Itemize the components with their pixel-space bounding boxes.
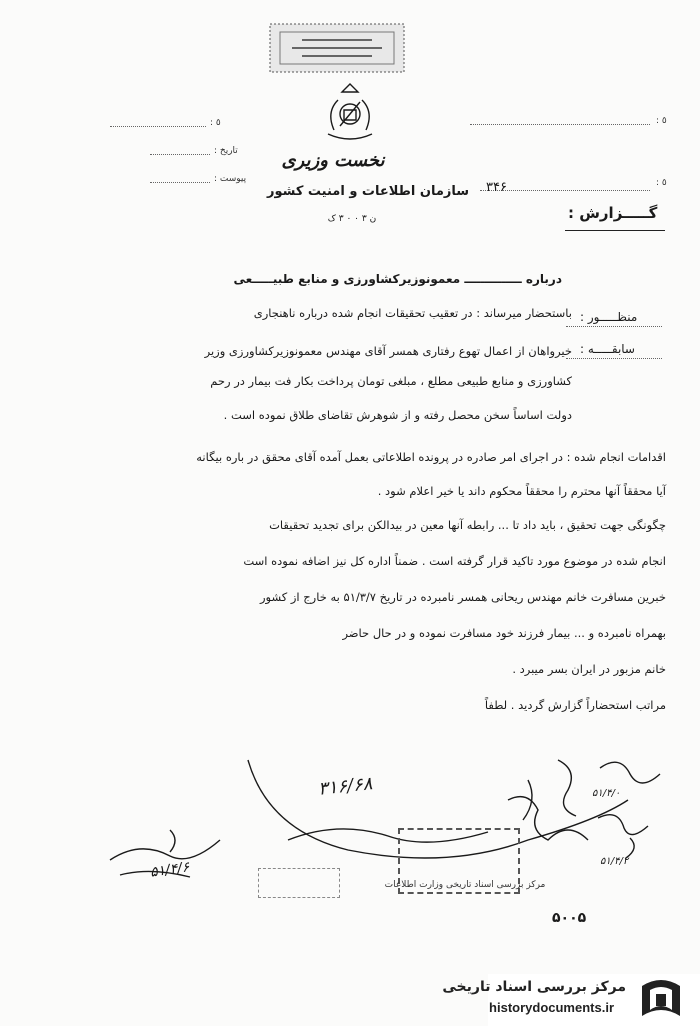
left-field-1-dots	[110, 126, 206, 127]
body-line-3: کشاورزی و منابع طبیعی مطلع ، مبلغی تومان پرداخت بکار فت بیمار در رحم	[210, 374, 572, 388]
footer-logo-url[interactable]: historydocuments.ir	[489, 1000, 614, 1015]
handwritten-number: ۳۱۶/۶۸	[317, 773, 374, 800]
right-field-label: : ٥	[656, 116, 667, 126]
lion-sun-emblem-icon	[318, 82, 382, 144]
letter-number: ۳۴۶	[486, 180, 507, 195]
organization-subtitle: ن ۳ ۰ ۰ ۳ ک	[327, 214, 377, 224]
right-note-date-2: ۵۱/۴/۲	[600, 856, 629, 867]
archive-logo-icon	[636, 976, 686, 1022]
subject-label: گـــــزارش :	[568, 204, 658, 222]
date-label: تاریخ :	[214, 146, 238, 156]
left-field-1-label: : ٥	[210, 118, 221, 128]
attachment-label: پیوست :	[214, 174, 247, 184]
body-line-6: آیا محققاً آنها محترم را محققاً محکوم داند یا خیر اعلام شود .	[377, 484, 666, 498]
right-margin-handwriting	[590, 748, 670, 868]
subject-underline	[565, 230, 665, 231]
archive-stamp-text: مرکز بررسی اسناد تاریخی وزارت اطلاعات	[384, 880, 546, 890]
minister-title: نخست وزیری	[281, 150, 385, 171]
body-line-1: باستحضار میرساند : در تعقیب تحقیقات انجام شده درباره ناهنجاری	[253, 306, 572, 320]
body-line-12: مراتب استحضاراً گزارش گردید . لطفاً	[484, 698, 666, 712]
header-seal	[262, 18, 412, 78]
body-line-9: خبرین مسافرت خانم مهندس ریحانی همسر نامبرده در تاریخ ۵۱/۳/۷ به خارج از کشور	[259, 590, 666, 604]
recipient-line: درباره ــــــــــــــ معمونوزیرکشاورزی و منابع طبیـــــعی	[233, 272, 562, 286]
body-line-2: خیرواهان از اعمال تهوع رفتاری همسر آقای مهندس معمونوزیرکشاورزی وزیر	[204, 344, 572, 358]
body-line-11: خانم مزبور در ایران بسر میبرد .	[512, 662, 666, 676]
archive-stamp-number: ۵۰۰۵	[552, 910, 587, 926]
body-line-5: اقدامات انجام شده : در اجرای امر صادره در پرونده اطلاعاتی بعمل آمده آقای محقق در باره بیگانه	[196, 450, 666, 464]
footer-logo-title: مرکز بررسی اسناد تاریخی	[442, 979, 626, 995]
left-stamp-fragment	[258, 868, 340, 898]
purpose-label: منظـــــور :	[580, 310, 638, 324]
number-label: : ٥	[656, 178, 667, 188]
organization-name: سازمان اطلاعات و امنیت کشور	[266, 184, 470, 199]
date-dots	[150, 154, 210, 155]
right-note-date: ۵۱/۴/۰	[592, 788, 621, 799]
attachment-dots	[150, 182, 210, 183]
body-line-10: بهمراه نامبرده و ... بیمار فرزند خود مسافرت نموده و در حال حاضر	[342, 626, 666, 640]
reference-dots	[566, 358, 662, 359]
reference-label: سابقـــــه :	[580, 342, 635, 356]
left-signature	[100, 820, 240, 890]
body-line-7: چگونگی جهت تحقیق ، باید داد تا ... رابطه آنها معین در بیدالکن برای تجدید تحقیقات	[269, 518, 666, 532]
body-line-8: انجام شده در موضوع مورد تاکید قرار گرفته است . ضمناً اداره کل نیز اضافه نموده است	[243, 554, 666, 568]
purpose-dots	[566, 326, 662, 327]
right-field-dots	[470, 124, 650, 125]
body-line-4: دولت اساساً سخن محصل رفته و از شوهرش تقاضای طلاق نموده است .	[223, 408, 572, 422]
left-date: ۵۱/۴/۶	[149, 859, 191, 881]
